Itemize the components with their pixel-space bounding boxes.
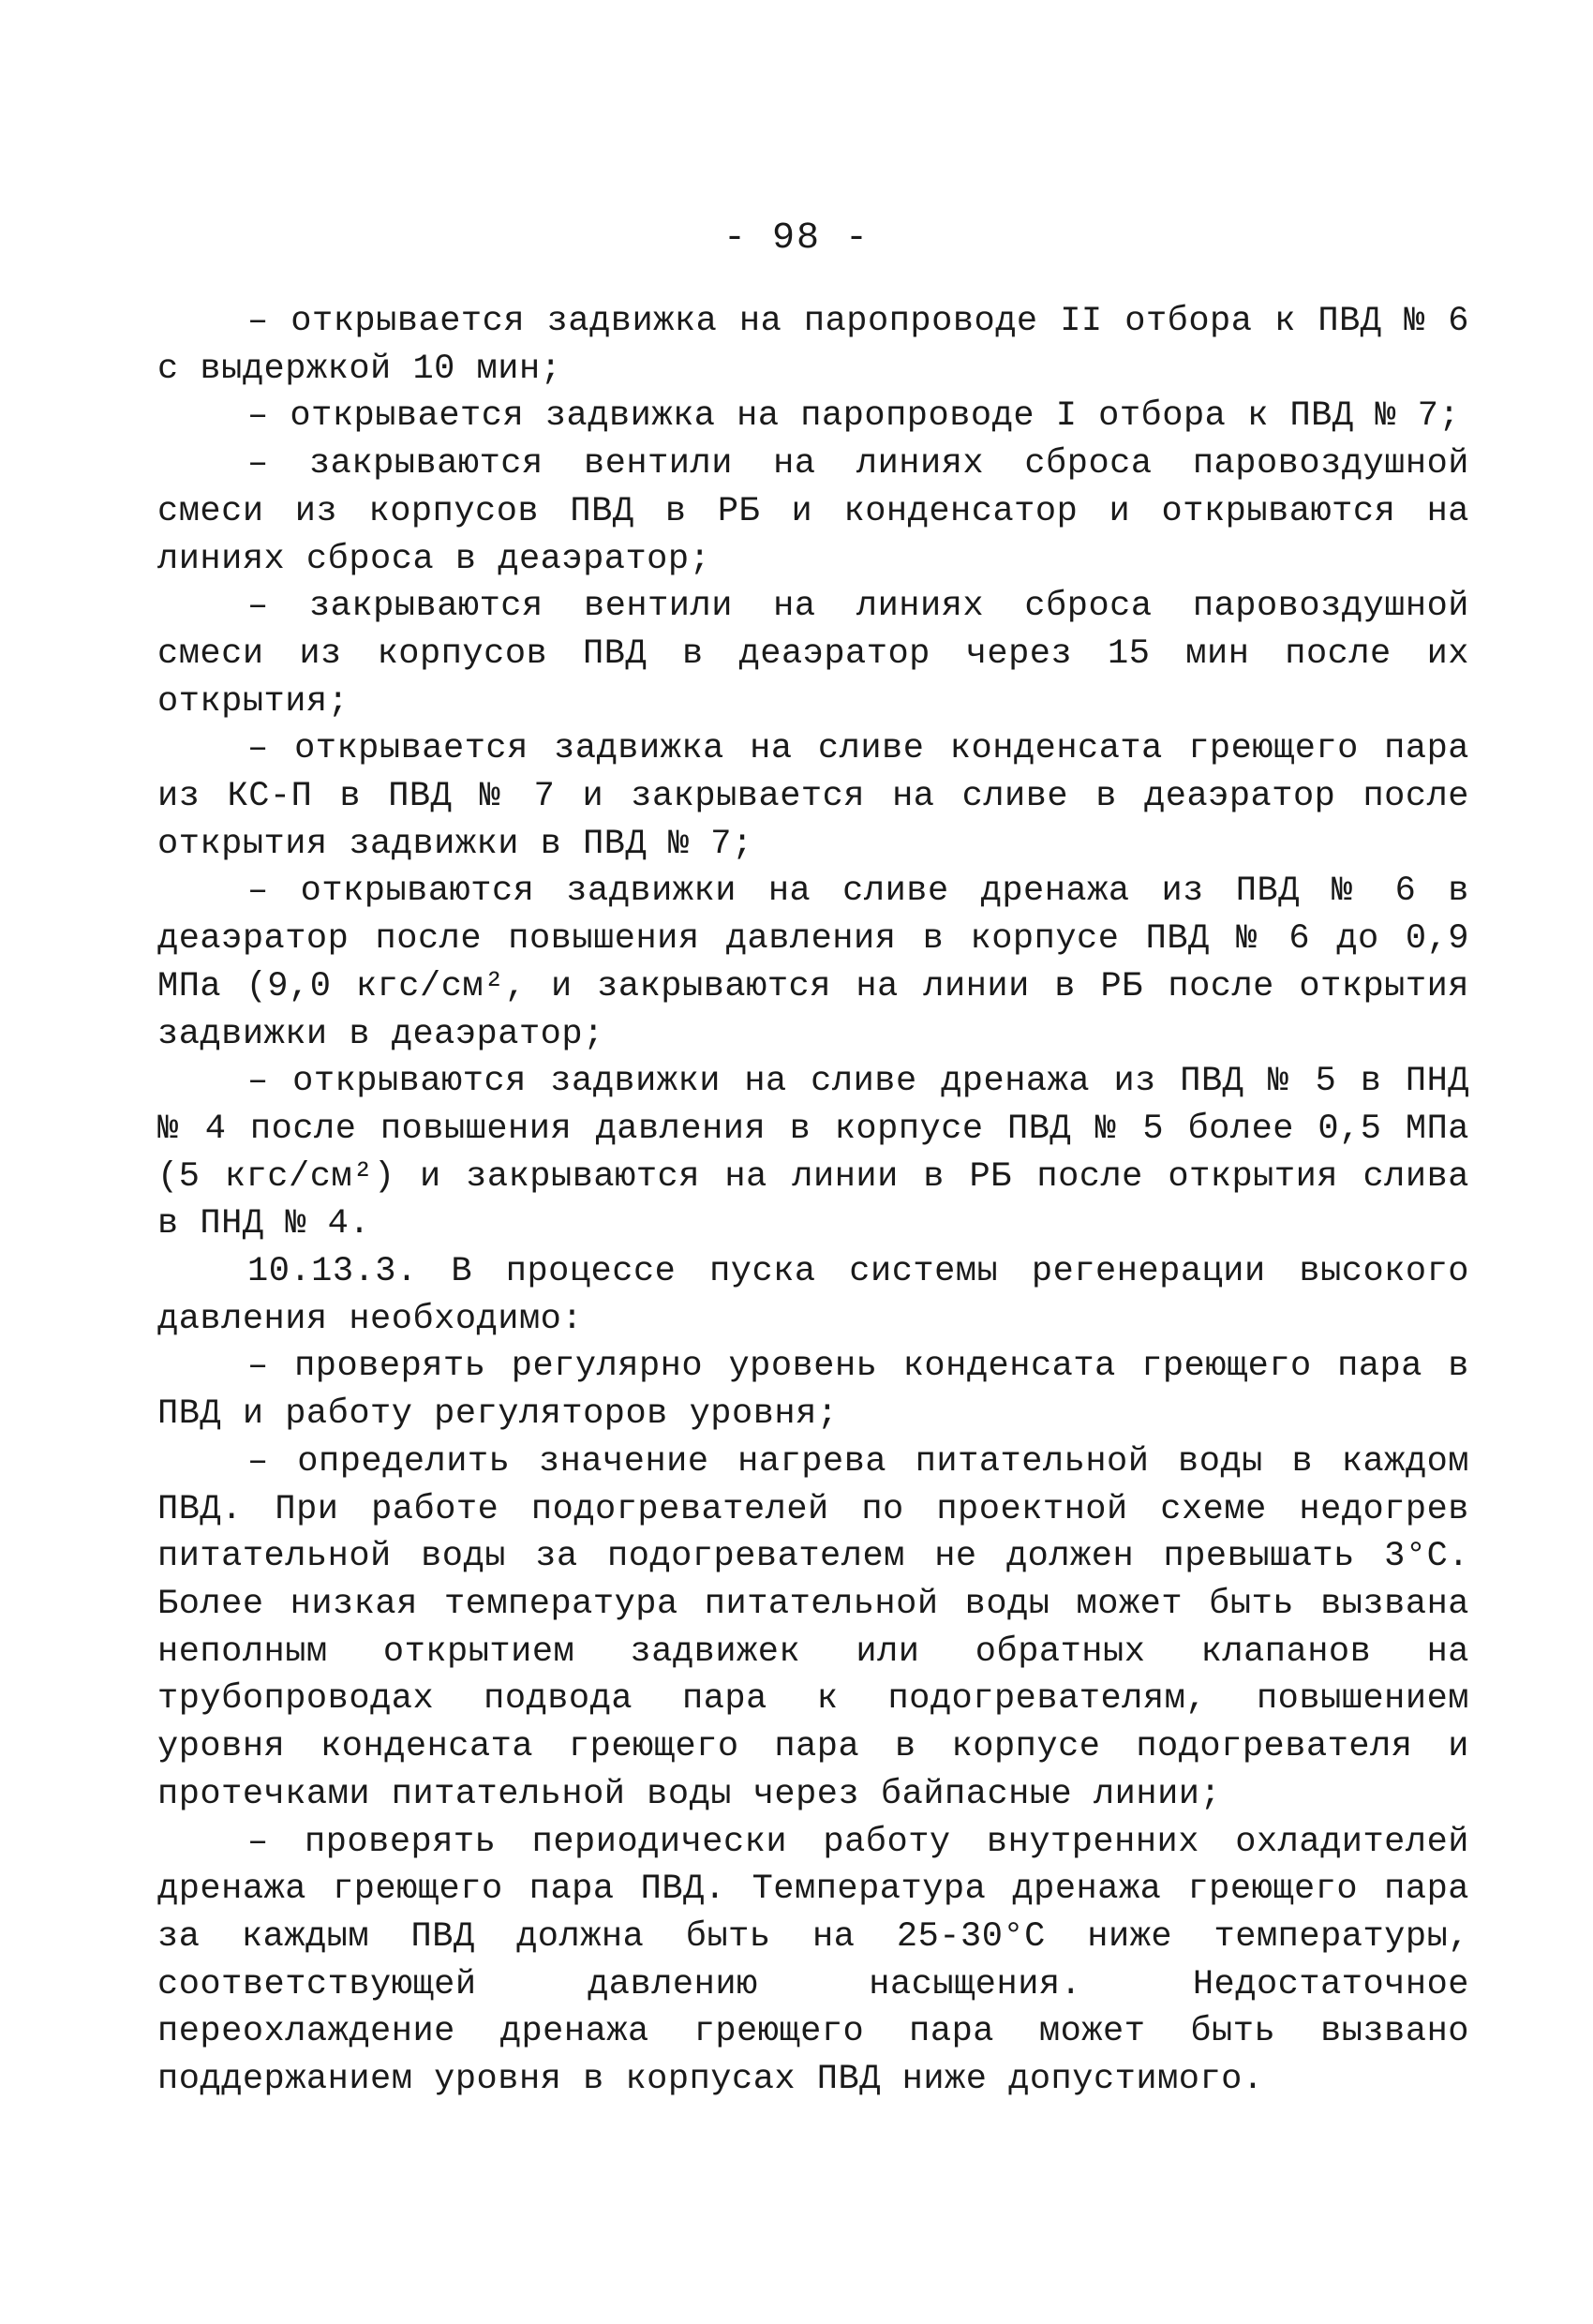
paragraph-11: – проверять периодически работу внутренних охладителей дренажа греющего пара ПВД. Температура дренажа греющего пара за каждым ПВД должна быть на 25-30°С ниже температуры, соответствующей давлению насыщения. Недостаточное переохлаждение дренажа греющего пара может быть вызвано поддержанием уровня в корпусах ПВД ниже допустимого. [157, 1822, 1469, 2100]
page-number: - 98 - [722, 217, 871, 260]
paragraph-6: – открываются задвижки на сливе дренажа из ПВД № 6 в деаэратор после повышения давления в корпусе ПВД № 6 до 0,9 МПа (9,0 кгс/см², и закрываются на линии в РБ после открытия задвижки в деаэратор; [157, 872, 1469, 1054]
paragraph-3: – закрываются вентили на линиях сброса паровоздушной смеси из корпусов ПВД в РБ и конденсатор и открываются на линиях сброса в деаэратор; [157, 444, 1469, 579]
paragraph-7: – открываются задвижки на сливе дренажа из ПВД № 5 в ПНД № 4 после повышения давления в корпусе ПВД № 5 более 0,5 МПа (5 кгс/см²) и закрываются на линии в РБ после открытия слива в ПНД № 4. [157, 1062, 1469, 1244]
paragraph-5: – открывается задвижка на сливе конденсата греющего пара из КС-П в ПВД № 7 и закрывается на сливе в деаэратор после открытия задвижки в ПВД № 7; [157, 729, 1469, 864]
paragraph-9: – проверять регулярно уровень конденсата греющего пара в ПВД и работу регуляторов уровня; [157, 1347, 1469, 1435]
body-text [157, 298, 1469, 2104]
paragraph-4: – закрываются вентили на линиях сброса паровоздушной смеси из корпусов ПВД в деаэратор через 15 мин после их открытия; [157, 587, 1469, 722]
paragraph-1: – открывается задвижка на паропроводе II отбора к ПВД № 6 с выдержкой 10 мин; [157, 302, 1469, 389]
section-10-13-3: 10.13.3. В процессе пуска системы регенерации высокого давления необходимо: [157, 1252, 1469, 1339]
paragraph-2: – открывается задвижка на паропроводе I отбора к ПВД № 7; [247, 396, 1461, 437]
paragraph-10: – определить значение нагрева питательной воды в каждом ПВД. При работе подогревателей по проектной схеме недогрев питательной воды за подогревателем не должен превышать 3°С. Более низкая температура питательной воды может быть вызвана неполным открытием задвижек или обратных клапанов на трубопроводах подвода пара к подогревателям, повышением уровня конденсата греющего пара в корпусе подогревателя и протечками питательной воды через байпасные линии; [157, 1441, 1469, 1814]
